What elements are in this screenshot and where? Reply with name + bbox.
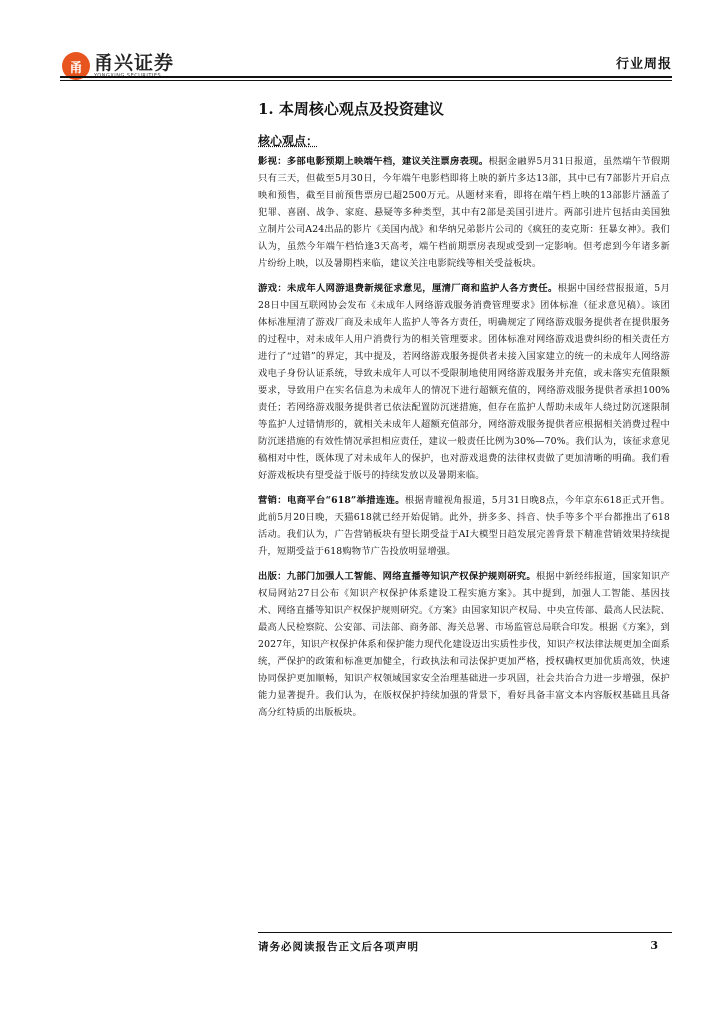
paragraph-publishing: [258, 568, 670, 721]
header-divider-thin: [60, 80, 672, 81]
header-divider: [60, 76, 672, 78]
paragraph-headline: 电商平台“618”举措连连。: [286, 495, 405, 506]
paragraph-body: 根据中新经纬报道，国家知识产权局网站27日公布《知识产权保护体系建设工程实施方案》。其中提到，加强人工智能、基因技术、网络直播等知识产权保护规则研究。《方案》由国家知识产权局、中央宣传部、最高人民法院、最高人民检察院、公安部、司法部、商务部、海关总署、市场监管总局联合印发。根据《方案》，到2027年，知识产权保护体系和保护能力现代化建设迈出实质性步伐，知识产权法律法规更加全面系统，严保护的政策和标准更加健全，行政执法和司法保护更加严格，授权确权更加优质高效，快速协同保护更加顺畅，知识产权领域国家安全治理基础进一步巩固，社会共治合力进一步增强，保护能力显著提升。我们认为，在版权保护持续加强的背景下，看好具备丰富文本内容版权基础且具备高分红特质的出版板块。: [258, 571, 671, 718]
paragraph-body: 根据青瞳视角报道，5月31日晚8点，今年京东618正式开售。此前5月20日晚，天猫618就已经开始促销。此外，拼多多、抖音、快手等多个平台都推出了618活动。我们认为，广告营销板块有望长期受益于AI大模型日趋发展完善背景下精准营销效果持续提升，短期受益于618购物节广告投放明显增强。: [258, 495, 671, 557]
paragraph-headline: 九部门加强人工智能、网络直播等知识产权保护规则研究。: [286, 571, 536, 582]
logo-name-cn: 甬兴证券: [94, 51, 175, 74]
report-type-label: 行业周报: [615, 57, 672, 72]
paragraph-marketing: [258, 492, 670, 560]
page-number: 3: [650, 939, 658, 952]
page-header: [0, 0, 724, 90]
paragraph-headline: 多部电影预期上映端午档，建议关注票房表现。: [286, 156, 489, 167]
footer-disclaimer: 请务必阅读报告正文后各项声明: [258, 941, 419, 953]
paragraph-tag: 影视：: [258, 156, 287, 167]
paragraph-tag: 游戏：: [258, 283, 287, 294]
paragraph-tag: 营销：: [258, 495, 287, 506]
section-title: 1. 本周核心观点及投资建议: [258, 100, 444, 118]
logo-icon: 甬: [62, 52, 90, 80]
paragraph-games: [258, 280, 670, 484]
logo-name-en: YONGXING SECURITIES: [94, 72, 162, 79]
core-views-heading: 核心观点：: [258, 134, 319, 148]
paragraph-body: 根据中国经营报报道，5月28日中国互联网协会发布《未成年人网络游戏服务消费管理要求》团体标准（征求意见稿）。该团体标准厘清了游戏厂商及未成年人监护人等各方责任，明确规定了网络游戏服务提供者在提供服务的过程中，对未成年人用户消费行为的相关管理要求。团体标准对网络游戏退费纠纷的相关责任方进行了“过错”的界定，其中提及，若网络游戏服务提供者未接入国家建立的统一的未成年人网络游戏电子身份认证系统，导致未成年人可以不受限制地使用网络游戏服务并充值，或未落实充值限额要求，导致用户在实名信息为未成年人的情况下进行超额充值的，网络游戏服务提供者承担100%责任；若网络游戏服务提供者已依法配置防沉迷措施，但存在监护人帮助未成年人绕过防沉迷限制等监护人过错情形的，就相关未成年人超额充值部分，网络游戏服务提供者应根据相关消费过程中防沉迷措施的有效性情况承担相应责任，建议一般责任比例为30%—70%。我们认为，该征求意见稿相对中性，既体现了对未成年人的保护，也对游戏退费的法律权责做了更加清晰的明确。我们看好游戏板块有望受益于版号的持续发放以及暑期来临。: [258, 283, 671, 481]
report-body: [258, 96, 670, 721]
paragraph-tag: 出版：: [258, 571, 287, 582]
footer-divider: [258, 932, 672, 933]
paragraph-film: [258, 153, 670, 272]
paragraph-headline: 未成年人网游退费新规征求意见，厘清厂商和监护人各方责任。: [287, 283, 558, 294]
paragraph-body: 根据金融界5月31日报道，虽然端午节假期只有三天，但截至5月30日，今年端午电影档即将上映的新片多达13部，其中已有7部影片开启点映和预售，截至目前预售票房已超2500万元。从题材来看，即将在端午档上映的13部影片涵盖了犯罪、喜剧、战争、家庭、悬疑等多种类型，其中有2部是美国引进片。两部引进片包括由美国独立制片公司A24出品的影片《美国内战》和华纳兄弟影片公司的《疯狂的麦克斯：狂暴女神》。我们认为，虽然今年端午档恰逢3天高考，端午档前期票房表现或受到一定影响。但考虑到今年诸多新片纷纷上映，以及暑期档来临，建议关注电影院线等相关受益板块。: [258, 156, 671, 269]
